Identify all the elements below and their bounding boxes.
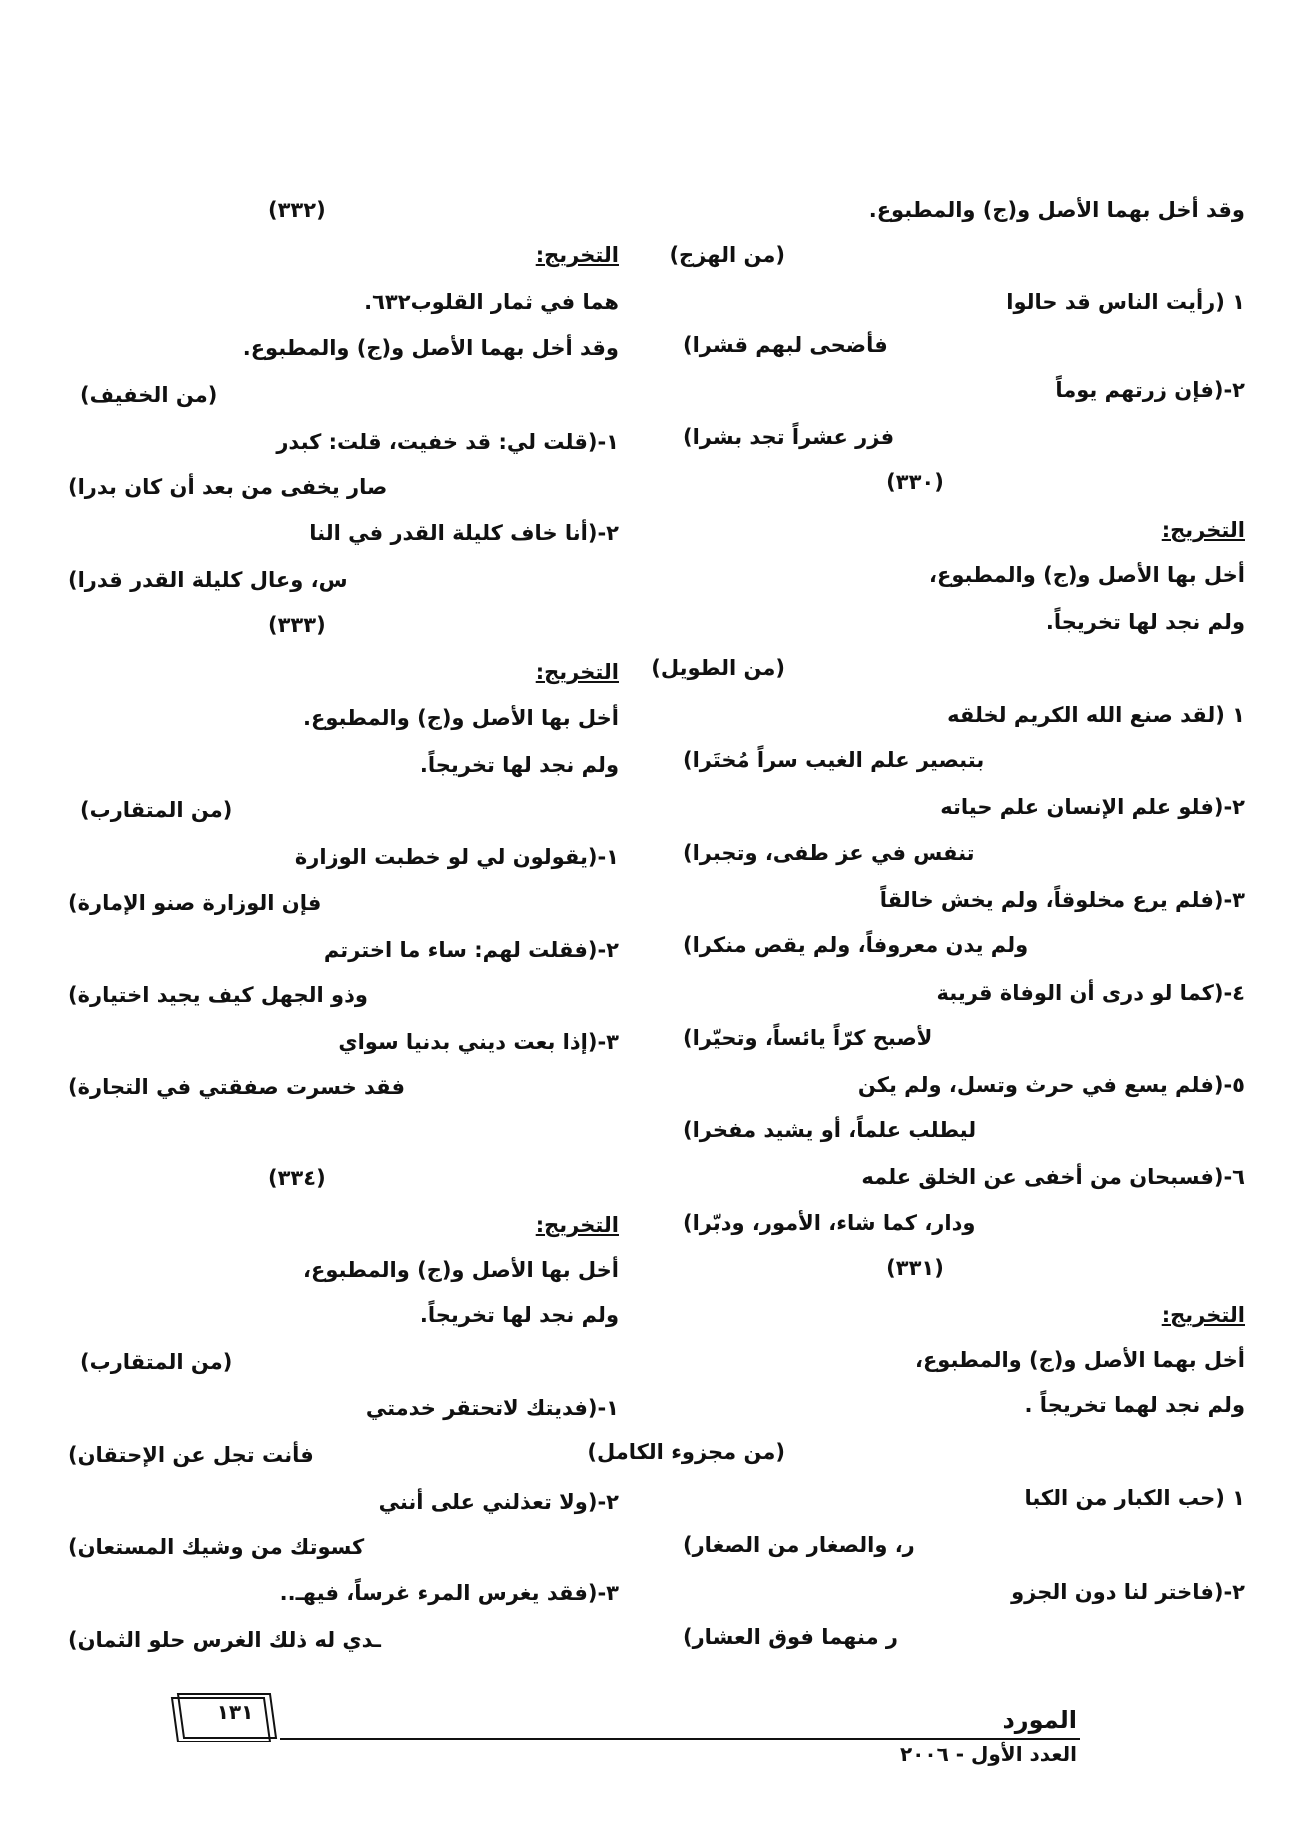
text-line: ٦-(فسبحان من أخفى عن الخلق علمه <box>861 1165 1245 1189</box>
verse-hemistich: ليطلب علماً، أو يشيد مفخرا) <box>683 1118 977 1142</box>
entry-number: (٣٣٢) <box>268 198 326 222</box>
verse-hemistich: ر منهما فوق العشار) <box>683 1625 898 1649</box>
verse-hemistich: ودار، كما شاء، الأمور، ودبّرا) <box>683 1211 976 1235</box>
section-heading: التخريج: <box>1161 1303 1245 1327</box>
text-line: ٣-(فلم يرع مخلوقاً، ولم يخش خالقاً <box>879 888 1245 912</box>
verse-hemistich: بتبصير علم الغيب سراً مُختَرا) <box>683 748 985 772</box>
footer-rule <box>280 1738 1080 1740</box>
verse-hemistich: فأنت تجل عن الإحتقان) <box>68 1443 314 1467</box>
entry-number: (٣٣٣) <box>268 613 326 637</box>
text-line: أخل بها الأصل و(ج) والمطبوع، <box>929 563 1245 587</box>
verse-hemistich: فقد خسرت صفقتي في التجارة) <box>68 1075 406 1099</box>
text-line: وقد أخل بهما الأصل و(ج) والمطبوع. <box>868 198 1245 222</box>
text-line: ٢-(فقلت لهم: ساء ما اخترتم <box>323 938 619 962</box>
page-number: ١٣١ <box>216 1700 254 1724</box>
verse-hemistich: ر، والصغار من الصغار) <box>683 1533 915 1557</box>
text-line: ولم نجد لها تخريجاً. <box>419 1303 619 1327</box>
verse-hemistich: س، وعال كليلة القدر قدرا) <box>68 568 348 592</box>
text-line: ١-(فديتك لاتحتقر خدمتي <box>365 1396 619 1420</box>
journal-title: المورد <box>1002 1706 1077 1734</box>
verse-hemistich: لأصبح كرّاً يائساً، وتحيّرا) <box>683 1026 933 1050</box>
verse-hemistich: فزر عشراً تجد بشرا) <box>683 425 895 449</box>
section-heading: التخريج: <box>535 660 619 684</box>
text-line: ١-(قلت لي: قد خفيت، قلت: كبدر <box>276 430 619 454</box>
issue-info: العدد الأول - ٢٠٠٦ <box>899 1742 1077 1766</box>
text-line: ١ (حب الكبار من الكبا <box>1024 1486 1245 1510</box>
text-line: ٢-(فإن زرتهم يوماً <box>1055 378 1245 402</box>
meter-label: (من الطويل) <box>651 656 785 680</box>
verse-hemistich: كسوتك من وشيك المستعان) <box>68 1535 365 1559</box>
verse-hemistich: تنفس في عز طفى، وتجبرا) <box>683 841 975 865</box>
text-line: أخل بهما الأصل و(ج) والمطبوع، <box>914 1348 1245 1372</box>
text-line: ١ (رأيت الناس قد حالوا <box>1006 290 1245 314</box>
section-heading: التخريج: <box>1161 518 1245 542</box>
text-line: أخل بها الأصل و(ج) والمطبوع. <box>303 706 619 730</box>
text-line: ولم نجد لها تخريجاً. <box>1045 610 1245 634</box>
verse-hemistich: ولم يدن معروفاً، ولم يقص منكرا) <box>683 933 1029 957</box>
text-line: ١ (لقد صنع الله الكريم لخلقه <box>947 703 1245 727</box>
text-line: ٥-(فلم يسع في حرث وتسل، ولم يكن <box>857 1073 1245 1097</box>
section-heading: التخريج: <box>535 1213 619 1237</box>
text-line: ١-(يقولون لي لو خطبت الوزارة <box>294 845 619 869</box>
entry-number: (٣٣٠) <box>886 470 944 494</box>
verse-hemistich: صار يخفى من بعد أن كان بدرا) <box>68 475 388 499</box>
text-line: ٣-(إذا بعت ديني بدنيا سواي <box>338 1030 619 1054</box>
text-line: وقد أخل بهما الأصل و(ج) والمطبوع. <box>242 336 619 360</box>
text-line: ٢-(ولا تعذلني على أنني <box>378 1490 619 1514</box>
meter-label: (من المتقارب) <box>80 798 233 822</box>
meter-label: (من مجزوء الكامل) <box>587 1440 785 1464</box>
verse-hemistich: فإن الوزارة صنو الإمارة) <box>68 891 322 915</box>
verse-hemistich: ـدي له ذلك الغرس حلو الثمان) <box>68 1628 381 1652</box>
text-line: ٤-(كما لو درى أن الوفاة قريبة <box>936 981 1245 1005</box>
entry-number: (٣٣٤) <box>268 1166 326 1190</box>
text-line: ٢-(فاختر لنا دون الجزو <box>1011 1580 1245 1604</box>
text-line: أخل بها الأصل و(ج) والمطبوع، <box>303 1258 619 1282</box>
meter-label: (من المتقارب) <box>80 1350 233 1374</box>
text-line: هما في ثمار القلوب٦٣٢. <box>364 290 619 314</box>
text-line: ولم نجد لهما تخريجاً . <box>1024 1393 1245 1417</box>
meter-label: (من الخفيف) <box>80 383 218 407</box>
text-line: ٢-(فلو علم الإنسان علم حياته <box>940 795 1245 819</box>
verse-hemistich: فأضحى لبهم قشرا) <box>683 333 888 357</box>
text-line: ولم نجد لها تخريجاً. <box>419 753 619 777</box>
text-line: ٢-(أنا خاف كليلة القدر في النا <box>309 521 619 545</box>
text-line: ٣-(فقد يغرس المرء غرساً، فيهـ.. <box>279 1581 619 1605</box>
entry-number: (٣٣١) <box>886 1256 944 1280</box>
meter-label: (من الهزج) <box>669 243 785 267</box>
verse-hemistich: وذو الجهل كيف يجيد اختيارة) <box>68 983 368 1007</box>
section-heading: التخريج: <box>535 243 619 267</box>
